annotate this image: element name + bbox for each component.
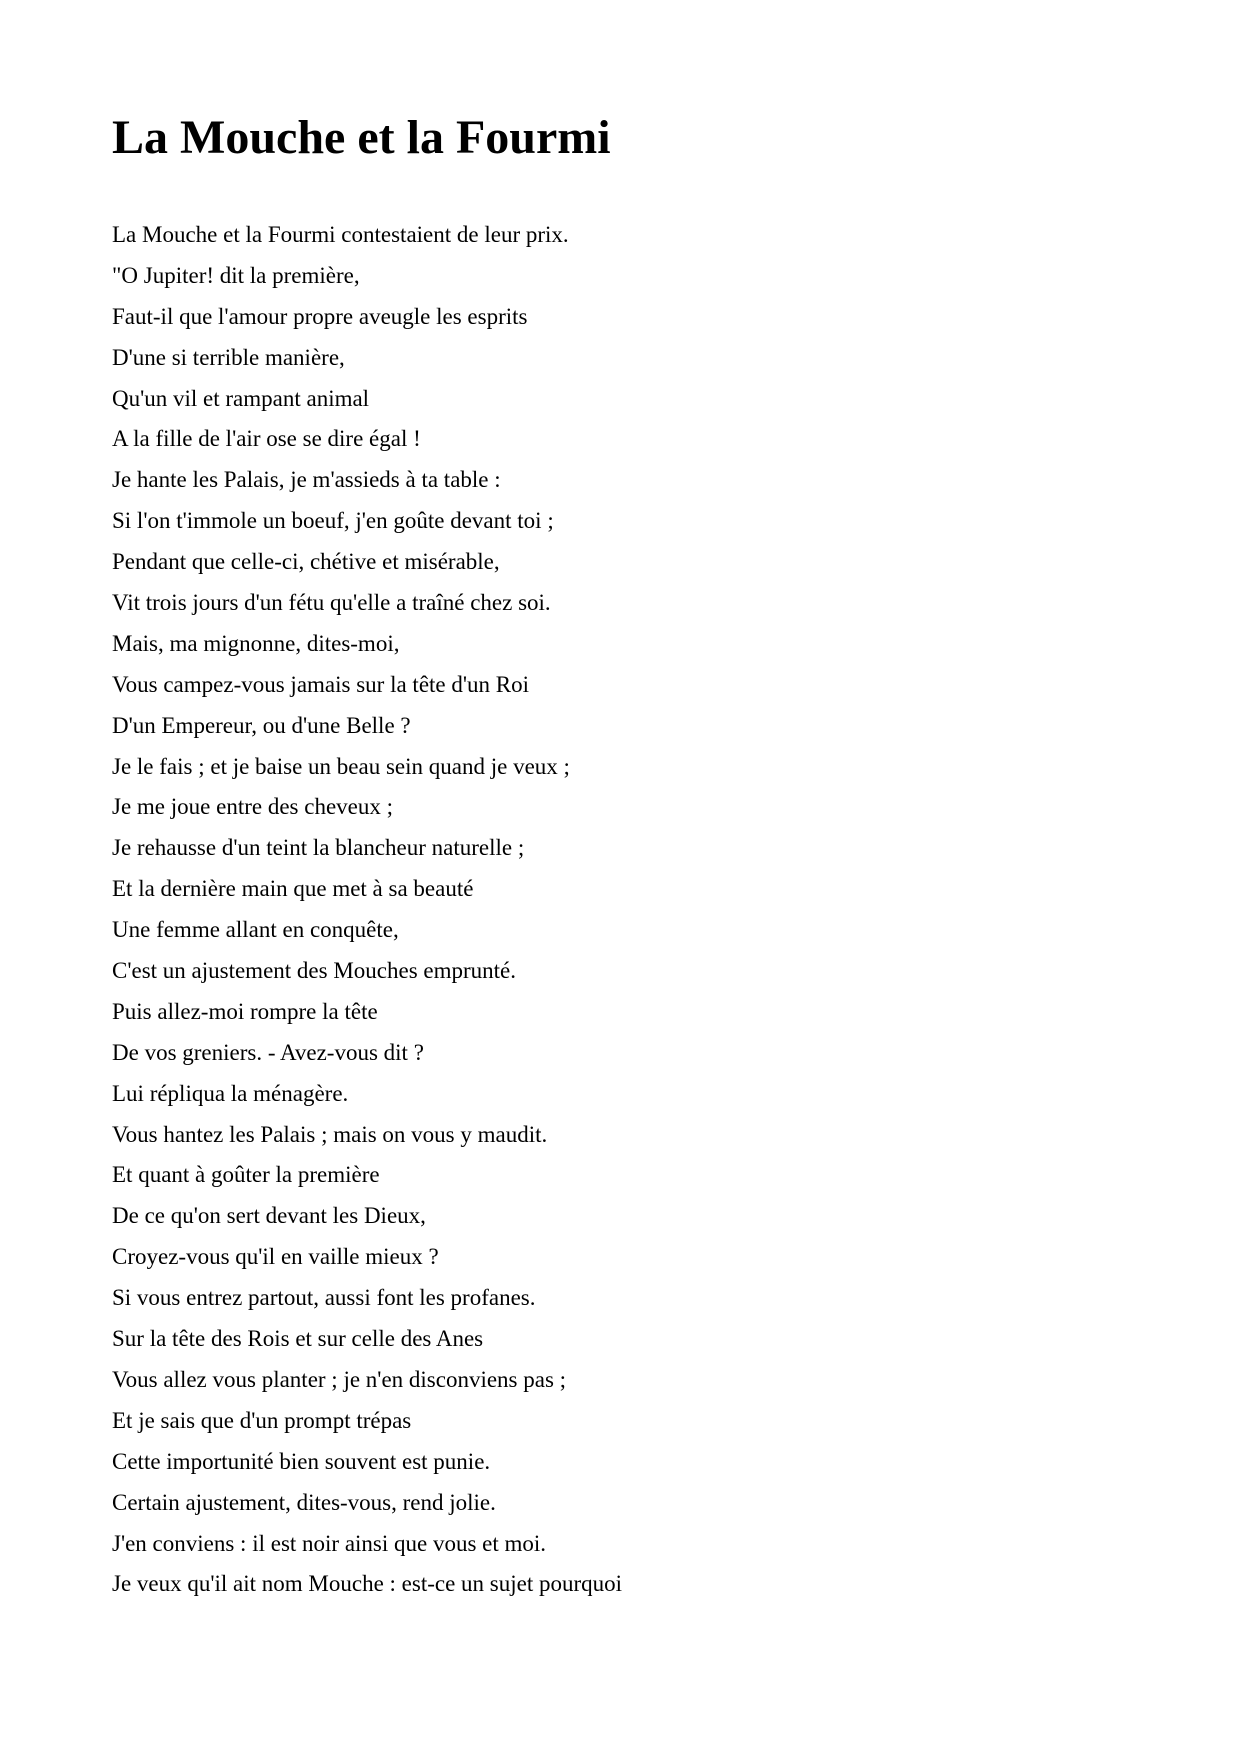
poem-line: Si vous entrez partout, aussi font les profanes.: [112, 1285, 536, 1311]
poem-line: Vit trois jours d'un fétu qu'elle a traîné chez soi.: [112, 590, 551, 616]
poem-line: Et quant à goûter la première: [112, 1162, 380, 1188]
poem-line: Et je sais que d'un prompt trépas: [112, 1407, 412, 1433]
poem-line: Qu'un vil et rampant animal: [112, 385, 370, 411]
poem-line: Faut-il que l'amour propre aveugle les esprits: [112, 303, 528, 329]
poem-line: Je me joue entre des cheveux ;: [112, 794, 393, 820]
poem-line: Sur la tête des Rois et sur celle des Anes: [112, 1326, 484, 1352]
poem-line: Je hante les Palais, je m'assieds à ta table :: [112, 467, 501, 493]
poem-line: C'est un ajustement des Mouches emprunté.: [112, 958, 517, 984]
poem-line: D'un Empereur, ou d'une Belle ?: [112, 712, 411, 738]
page-title: La Mouche et la Fourmi: [112, 111, 611, 164]
poem-line: Vous campez-vous jamais sur la tête d'un Roi: [112, 671, 529, 697]
poem-line: "O Jupiter! dit la première,: [112, 262, 360, 288]
poem-body: [112, 215, 622, 1605]
poem-line: Mais, ma mignonne, dites-moi,: [112, 630, 400, 656]
poem-line: Une femme allant en conquête,: [112, 917, 399, 943]
poem-line: Lui répliqua la ménagère.: [112, 1080, 349, 1106]
poem-line: A la fille de l'air ose se dire égal !: [112, 426, 421, 452]
poem-line: Je rehausse d'un teint la blancheur naturelle ;: [112, 835, 525, 861]
poem-line: Vous hantez les Palais ; mais on vous y maudit.: [112, 1121, 548, 1147]
poem-line: De vos greniers. - Avez-vous dit ?: [112, 1039, 424, 1065]
poem-line: Vous allez vous planter ; je n'en disconviens pas ;: [112, 1366, 567, 1392]
poem-line: La Mouche et la Fourmi contestaient de leur prix.: [112, 222, 569, 247]
poem-line: D'une si terrible manière,: [112, 344, 345, 370]
poem-line: Cette importunité bien souvent est punie.: [112, 1448, 491, 1474]
poem-line: Pendant que celle-ci, chétive et misérable,: [112, 549, 500, 575]
poem-line: Croyez-vous qu'il en vaille mieux ?: [112, 1244, 439, 1270]
poem-line: Et la dernière main que met à sa beauté: [112, 876, 474, 902]
poem-line: Je le fais ; et je baise un beau sein quand je veux ;: [112, 753, 570, 779]
poem-line: Puis allez-moi rompre la tête: [112, 998, 378, 1024]
poem-line: Je veux qu'il ait nom Mouche : est-ce un sujet pourquoi: [112, 1571, 623, 1597]
poem-line: De ce qu'on sert devant les Dieux,: [112, 1203, 426, 1229]
poem-line: J'en conviens : il est noir ainsi que vous et moi.: [112, 1530, 547, 1556]
poem-line: Certain ajustement, dites-vous, rend jolie.: [112, 1489, 496, 1515]
poem-line: Si l'on t'immole un boeuf, j'en goûte devant toi ;: [112, 508, 554, 534]
